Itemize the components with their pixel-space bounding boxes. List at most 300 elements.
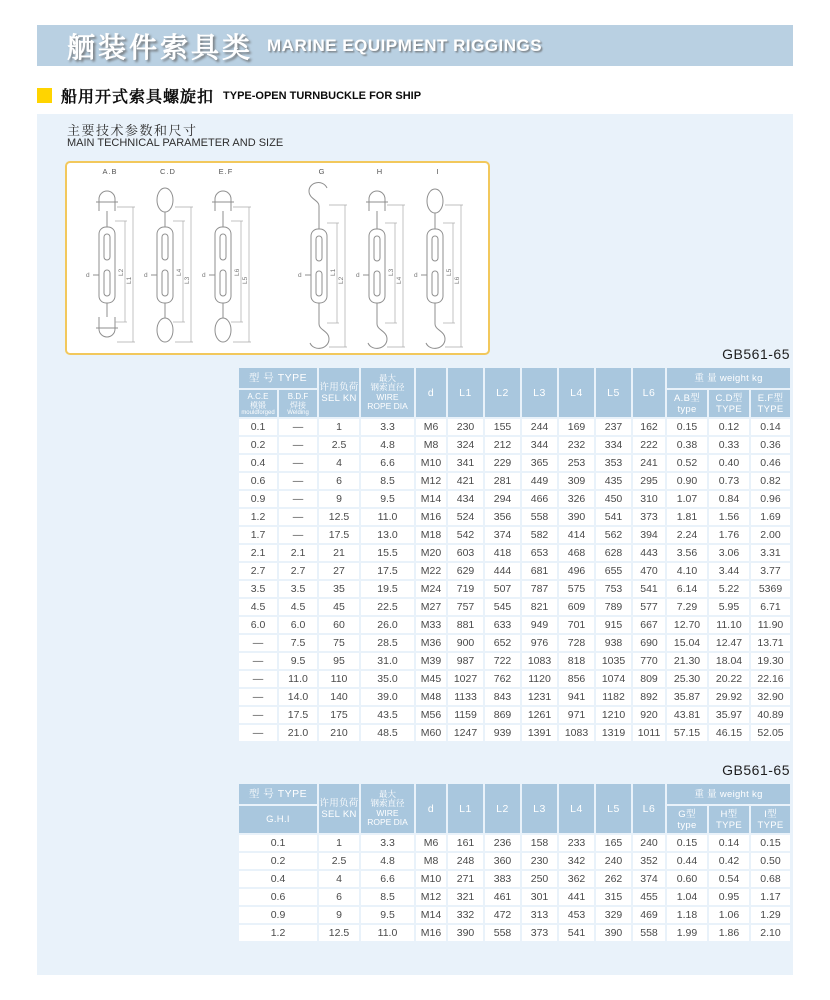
- table-row: [239, 437, 790, 453]
- table-cell: 558: [633, 925, 665, 941]
- table-cell: 18.04: [709, 653, 749, 669]
- table-cell: 469: [633, 907, 665, 923]
- table-cell: —: [239, 671, 277, 687]
- table-cell: 0.82: [751, 473, 790, 489]
- table-cell: 35: [319, 581, 359, 597]
- table-cell: 5.22: [709, 581, 749, 597]
- standard-number-table2: GB561-65: [722, 762, 790, 778]
- table-cell: 390: [559, 509, 594, 525]
- table-cell: 353: [596, 455, 631, 471]
- table-cell: 9.5: [279, 653, 317, 669]
- table-cell: 1.69: [751, 509, 790, 525]
- table-cell: 1: [319, 419, 359, 435]
- col-header-sel: 许用负荷 SEL KN: [319, 784, 359, 833]
- table-cell: 628: [596, 545, 631, 561]
- table-cell: 4.10: [667, 563, 707, 579]
- table-cell: 329: [596, 907, 631, 923]
- table-cell: 11.0: [361, 925, 414, 941]
- dim-label-inner: L1: [330, 268, 337, 276]
- col-header-l5: L5: [596, 784, 631, 833]
- table-cell: 0.14: [751, 419, 790, 435]
- table-cell: 13.0: [361, 527, 414, 543]
- table-cell: 655: [596, 563, 631, 579]
- table-cell: 3.56: [667, 545, 707, 561]
- col-header-l6: L6: [633, 784, 665, 833]
- table-cell: 443: [633, 545, 665, 561]
- col-header-type-bdf: B.D.F 焊接 Welding: [279, 390, 317, 417]
- table-cell: 0.46: [751, 455, 790, 471]
- table-cell: 4.5: [279, 599, 317, 615]
- dim-label-inner: L2: [118, 268, 125, 276]
- table-cell: 17.5: [361, 563, 414, 579]
- table-cell: 1210: [596, 707, 631, 723]
- table-row: [239, 689, 790, 705]
- product-subtitle: [37, 84, 421, 107]
- table-cell: 0.52: [667, 455, 707, 471]
- table-cell: 1261: [522, 707, 557, 723]
- table-cell: 2.00: [751, 527, 790, 543]
- table-cell: 4.8: [361, 437, 414, 453]
- col-header-d: d: [416, 784, 446, 833]
- col-header-d: d: [416, 368, 446, 417]
- col-header-weight-i: I型 TYPE: [751, 806, 790, 833]
- table-row: [239, 889, 790, 905]
- table-cell: 719: [448, 581, 483, 597]
- table-cell: 22.16: [751, 671, 790, 687]
- table-row: [239, 707, 790, 723]
- table-cell: 2.1: [279, 545, 317, 561]
- dim-label-d: d: [144, 272, 148, 279]
- table-cell: 175: [319, 707, 359, 723]
- table-cell: —: [279, 455, 317, 471]
- table-cell: M10: [416, 871, 446, 887]
- table-cell: 383: [485, 871, 520, 887]
- table-cell: 435: [596, 473, 631, 489]
- table-cell: 6.0: [279, 617, 317, 633]
- table-cell: 315: [596, 889, 631, 905]
- table-cell: 681: [522, 563, 557, 579]
- table-cell: 0.73: [709, 473, 749, 489]
- table-cell: 1011: [633, 725, 665, 741]
- table-cell: —: [239, 689, 277, 705]
- table-cell: 6.6: [361, 871, 414, 887]
- table-cell: 4: [319, 871, 359, 887]
- table-cell: 0.15: [751, 835, 790, 851]
- table-cell: 441: [559, 889, 594, 905]
- table-cell: 5.95: [709, 599, 749, 615]
- table-cell: M16: [416, 509, 446, 525]
- table-cell: 1027: [448, 671, 483, 687]
- table-cell: 294: [485, 491, 520, 507]
- col-header-weight-h: H型 TYPE: [709, 806, 749, 833]
- table-cell: 1159: [448, 707, 483, 723]
- table-cell: 1: [319, 835, 359, 851]
- turnbuckle-drawing-ab: [81, 167, 139, 355]
- turnbuckle-drawing-ef: [197, 167, 255, 355]
- table-cell: 562: [596, 527, 631, 543]
- table-cell: M20: [416, 545, 446, 561]
- table-cell: 821: [522, 599, 557, 615]
- table-cell: 558: [485, 925, 520, 941]
- table-cell: 0.9: [239, 907, 317, 923]
- table-cell: M45: [416, 671, 446, 687]
- table-cell: 1083: [522, 653, 557, 669]
- page-title-english: MARINE EQUIPMENT RIGGINGS: [267, 35, 543, 55]
- table-cell: 541: [633, 581, 665, 597]
- table-cell: 19.30: [751, 653, 790, 669]
- table-cell: 240: [633, 835, 665, 851]
- table-cell: 4.8: [361, 853, 414, 869]
- table-cell: 52.05: [751, 725, 790, 741]
- table-cell: 11.0: [361, 509, 414, 525]
- table-row: [239, 617, 790, 633]
- table-cell: 450: [596, 491, 631, 507]
- table-row: [239, 907, 790, 923]
- standard-number-table1: GB561-65: [722, 346, 790, 362]
- table-cell: 6.14: [667, 581, 707, 597]
- table-cell: 394: [633, 527, 665, 543]
- table-cell: 26.0: [361, 617, 414, 633]
- table-cell: 414: [559, 527, 594, 543]
- col-header-l2: L2: [485, 784, 520, 833]
- dim-label-d: d: [298, 272, 302, 279]
- table-cell: 0.2: [239, 853, 317, 869]
- table-cell: 110: [319, 671, 359, 687]
- col-header-type: 型 号 TYPE: [239, 368, 317, 388]
- table-cell: 667: [633, 617, 665, 633]
- table-cell: 39.0: [361, 689, 414, 705]
- table-cell: 3.3: [361, 835, 414, 851]
- table-cell: 35.0: [361, 671, 414, 687]
- table-cell: 310: [633, 491, 665, 507]
- table-cell: M8: [416, 853, 446, 869]
- table-cell: 344: [522, 437, 557, 453]
- table-cell: —: [279, 527, 317, 543]
- table-cell: 13.71: [751, 635, 790, 651]
- drawing-label: C.D: [160, 167, 176, 176]
- table-cell: 0.60: [667, 871, 707, 887]
- table-cell: 43.5: [361, 707, 414, 723]
- table-cell: 577: [633, 599, 665, 615]
- product-name-chinese: 船用开式索具螺旋扣: [61, 89, 215, 106]
- table-cell: 939: [485, 725, 520, 741]
- table-cell: 3.77: [751, 563, 790, 579]
- table-cell: 12.5: [319, 509, 359, 525]
- col-header-wire-rope-dia: 最大 钢索直径 WIRE ROPE DIA: [361, 368, 414, 417]
- table-cell: 0.9: [239, 491, 277, 507]
- table-cell: 20.22: [709, 671, 749, 687]
- table-cell: M24: [416, 581, 446, 597]
- table-cell: 341: [448, 455, 483, 471]
- table-cell: —: [279, 437, 317, 453]
- drawing-label: E.F: [218, 167, 234, 176]
- col-header-l4: L4: [559, 368, 594, 417]
- table-cell: 0.40: [709, 455, 749, 471]
- col-header-weight-group: 重 量 weight kg: [667, 368, 790, 388]
- dim-label-inner: L4: [176, 268, 183, 276]
- table-cell: 390: [596, 925, 631, 941]
- table-cell: 240: [596, 853, 631, 869]
- table-cell: 1.2: [239, 925, 317, 941]
- table-cell: 7.29: [667, 599, 707, 615]
- col-header-weight-ab: A.B型 type: [667, 390, 707, 417]
- table-cell: 35.97: [709, 707, 749, 723]
- table-cell: 262: [596, 871, 631, 887]
- table-cell: 362: [559, 871, 594, 887]
- table-cell: M16: [416, 925, 446, 941]
- technical-drawing-box: [65, 161, 490, 355]
- table-cell: 4.5: [239, 599, 277, 615]
- table-cell: 461: [485, 889, 520, 905]
- table-cell: 701: [559, 617, 594, 633]
- table-cell: 558: [522, 509, 557, 525]
- table-cell: 0.50: [751, 853, 790, 869]
- table-cell: 140: [319, 689, 359, 705]
- table-cell: 1231: [522, 689, 557, 705]
- table-cell: 1133: [448, 689, 483, 705]
- table-cell: 161: [448, 835, 483, 851]
- drawing-label: A.B: [102, 167, 118, 176]
- table-cell: 2.24: [667, 527, 707, 543]
- table-cell: 1.17: [751, 889, 790, 905]
- dim-label-outer: L5: [242, 276, 249, 284]
- table-cell: 352: [633, 853, 665, 869]
- table-cell: —: [239, 725, 277, 741]
- table-cell: 233: [559, 835, 594, 851]
- table-cell: 17.5: [279, 707, 317, 723]
- table-cell: 162: [633, 419, 665, 435]
- col-header-l3: L3: [522, 784, 557, 833]
- table-cell: M14: [416, 907, 446, 923]
- table-cell: 1.18: [667, 907, 707, 923]
- table-cell: M10: [416, 455, 446, 471]
- table-cell: 787: [522, 581, 557, 597]
- table-cell: M18: [416, 527, 446, 543]
- table-row: [239, 563, 790, 579]
- table-cell: 25.30: [667, 671, 707, 687]
- table-cell: 0.1: [239, 419, 277, 435]
- table-cell: 1182: [596, 689, 631, 705]
- table-cell: 770: [633, 653, 665, 669]
- table-cell: 11.10: [709, 617, 749, 633]
- table-cell: M36: [416, 635, 446, 651]
- table-cell: 470: [633, 563, 665, 579]
- table-cell: 236: [485, 835, 520, 851]
- table-cell: 0.44: [667, 853, 707, 869]
- table-cell: 11.90: [751, 617, 790, 633]
- table-cell: 892: [633, 689, 665, 705]
- table-cell: 40.89: [751, 707, 790, 723]
- dim-label-outer: L3: [184, 276, 191, 284]
- table-cell: 321: [448, 889, 483, 905]
- table-row: [239, 509, 790, 525]
- table-cell: 35.87: [667, 689, 707, 705]
- col-header-l1: L1: [448, 368, 483, 417]
- table-cell: 0.6: [239, 473, 277, 489]
- table-row: [239, 925, 790, 941]
- table-cell: M8: [416, 437, 446, 453]
- table-cell: 271: [448, 871, 483, 887]
- table-cell: 165: [596, 835, 631, 851]
- table-row: [239, 835, 790, 851]
- table-cell: 789: [596, 599, 631, 615]
- table-cell: 313: [522, 907, 557, 923]
- table-cell: 2.5: [319, 437, 359, 453]
- table-cell: —: [279, 419, 317, 435]
- col-header-type-ghi: G.H.I: [239, 806, 317, 833]
- table-cell: 507: [485, 581, 520, 597]
- table-cell: M56: [416, 707, 446, 723]
- dim-label-inner: L3: [388, 268, 395, 276]
- col-header-weight-ef: E.F型 TYPE: [751, 390, 790, 417]
- table-cell: 1.06: [709, 907, 749, 923]
- col-header-weight-group: 重 量 weight kg: [667, 784, 790, 804]
- table-cell: 15.04: [667, 635, 707, 651]
- table-cell: 373: [522, 925, 557, 941]
- table-cell: 22.5: [361, 599, 414, 615]
- turnbuckle-drawing-h: [351, 167, 409, 355]
- table-cell: 1.2: [239, 509, 277, 525]
- table-cell: 466: [522, 491, 557, 507]
- table-cell: 12.5: [319, 925, 359, 941]
- col-header-l1: L1: [448, 784, 483, 833]
- table-cell: 334: [596, 437, 631, 453]
- col-header-l4: L4: [559, 784, 594, 833]
- table-cell: 75: [319, 635, 359, 651]
- turnbuckle-drawing-i: [409, 167, 467, 355]
- table-cell: 0.15: [667, 419, 707, 435]
- table-cell: 1.86: [709, 925, 749, 941]
- dim-label-outer: L2: [338, 276, 345, 284]
- table-cell: 3.44: [709, 563, 749, 579]
- table-cell: 373: [633, 509, 665, 525]
- table-cell: 652: [485, 635, 520, 651]
- table-cell: 2.10: [751, 925, 790, 941]
- table-cell: 976: [522, 635, 557, 651]
- table-cell: 60: [319, 617, 359, 633]
- table-cell: 971: [559, 707, 594, 723]
- table-cell: 2.5: [319, 853, 359, 869]
- table-row: [239, 871, 790, 887]
- table-cell: 9.5: [361, 491, 414, 507]
- product-name-english: TYPE-OPEN TURNBUCKLE FOR SHIP: [223, 89, 422, 102]
- table-cell: 753: [596, 581, 631, 597]
- table-cell: 253: [559, 455, 594, 471]
- table-cell: 237: [596, 419, 631, 435]
- table-cell: 757: [448, 599, 483, 615]
- table-cell: 1.76: [709, 527, 749, 543]
- col-header-type-ace: A.C.E 模锻 mouldforged: [239, 390, 277, 417]
- table-cell: 1074: [596, 671, 631, 687]
- col-header-l2: L2: [485, 368, 520, 417]
- table-cell: 938: [596, 635, 631, 651]
- turnbuckle-drawing-cd: [139, 167, 197, 355]
- table-cell: 9: [319, 491, 359, 507]
- table-cell: M22: [416, 563, 446, 579]
- table-row: [239, 671, 790, 687]
- table-cell: 1.29: [751, 907, 790, 923]
- table-cell: 28.5: [361, 635, 414, 651]
- table-cell: M6: [416, 835, 446, 851]
- dim-label-outer: L4: [396, 276, 403, 284]
- table-cell: 856: [559, 671, 594, 687]
- table-cell: 0.54: [709, 871, 749, 887]
- table-cell: 418: [485, 545, 520, 561]
- table-cell: 434: [448, 491, 483, 507]
- table-cell: 15.5: [361, 545, 414, 561]
- table-cell: 0.38: [667, 437, 707, 453]
- dim-label-d: d: [414, 272, 418, 279]
- table-cell: 1120: [522, 671, 557, 687]
- table-cell: 14.0: [279, 689, 317, 705]
- table-cell: 32.90: [751, 689, 790, 705]
- table-cell: 0.95: [709, 889, 749, 905]
- col-header-l6: L6: [633, 368, 665, 417]
- table-cell: 229: [485, 455, 520, 471]
- page-header-band: [37, 25, 793, 66]
- table-cell: M60: [416, 725, 446, 741]
- table-cell: 374: [485, 527, 520, 543]
- parameter-table-ghi: [237, 782, 792, 943]
- table-cell: 1035: [596, 653, 631, 669]
- table-cell: 0.68: [751, 871, 790, 887]
- col-header-weight-cd: C.D型 TYPE: [709, 390, 749, 417]
- table-cell: 809: [633, 671, 665, 687]
- table-cell: 155: [485, 419, 520, 435]
- table-cell: 374: [633, 871, 665, 887]
- table-cell: 0.12: [709, 419, 749, 435]
- table-cell: 818: [559, 653, 594, 669]
- table-cell: 21.0: [279, 725, 317, 741]
- table-cell: 210: [319, 725, 359, 741]
- section-heading-english: MAIN TECHNICAL PARAMETER AND SIZE: [67, 137, 284, 149]
- table-cell: 6.0: [239, 617, 277, 633]
- table-row: [239, 635, 790, 651]
- table-cell: 453: [559, 907, 594, 923]
- table-cell: 57.15: [667, 725, 707, 741]
- table-cell: 0.6: [239, 889, 317, 905]
- table-cell: 728: [559, 635, 594, 651]
- table-cell: —: [279, 491, 317, 507]
- table-cell: M14: [416, 491, 446, 507]
- table-cell: 575: [559, 581, 594, 597]
- table-cell: 21: [319, 545, 359, 561]
- table-row: [239, 599, 790, 615]
- table-cell: 2.7: [239, 563, 277, 579]
- table-cell: 241: [633, 455, 665, 471]
- table-cell: 12.70: [667, 617, 707, 633]
- table-cell: 1.99: [667, 925, 707, 941]
- table-cell: 1247: [448, 725, 483, 741]
- table-cell: 360: [485, 853, 520, 869]
- table-cell: 444: [485, 563, 520, 579]
- table-cell: 390: [448, 925, 483, 941]
- dim-label-outer: L1: [126, 276, 133, 284]
- yellow-bullet-square: [37, 88, 52, 103]
- table-row: [239, 725, 790, 741]
- table-cell: 31.0: [361, 653, 414, 669]
- table-cell: 19.5: [361, 581, 414, 597]
- dim-label-outer: L6: [454, 276, 461, 284]
- table-cell: 250: [522, 871, 557, 887]
- table-cell: M27: [416, 599, 446, 615]
- table-cell: 468: [559, 545, 594, 561]
- table-cell: —: [279, 509, 317, 525]
- dim-label-d: d: [202, 272, 206, 279]
- table-row: [239, 473, 790, 489]
- table-cell: 987: [448, 653, 483, 669]
- table-cell: 545: [485, 599, 520, 615]
